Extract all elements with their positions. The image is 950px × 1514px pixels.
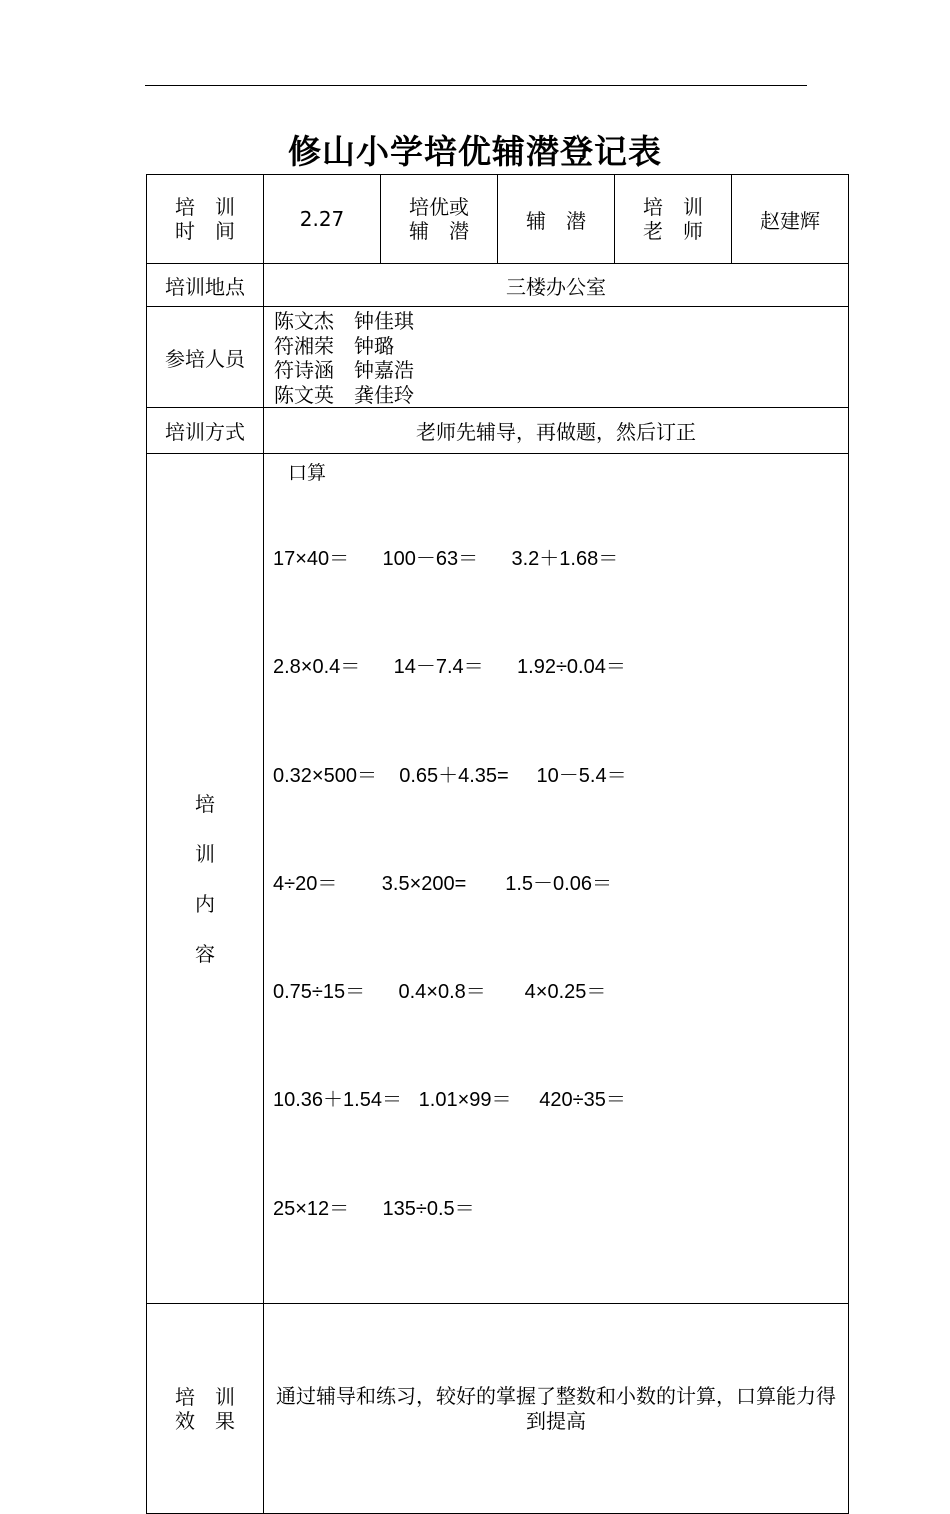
effect-label: 培 训 效 果 bbox=[147, 1304, 264, 1514]
method-value: 老师先辅导，再做题，然后订正 bbox=[264, 408, 849, 454]
type-label: 培优或 辅 潜 bbox=[381, 175, 498, 264]
exercise-row: 2.8×0.4＝ 14－7.4＝ 1.92÷0.04＝ bbox=[273, 656, 626, 679]
method-row bbox=[147, 408, 849, 454]
effect-row bbox=[147, 1304, 849, 1514]
exercise-row: 10.36＋1.54＝ 1.01×99＝ 420÷35＝ bbox=[273, 1089, 626, 1112]
participants-label: 参培人员 bbox=[147, 307, 264, 408]
exercise-row: 0.75÷15＝ 0.4×0.8＝ 4×0.25＝ bbox=[273, 981, 607, 1004]
location-value: 三楼办公室 bbox=[264, 264, 849, 307]
header-rule bbox=[145, 85, 807, 86]
participants-list bbox=[264, 307, 849, 408]
participant-line: 符湘荣 钟璐 bbox=[274, 333, 394, 358]
time-label: 培 训 时 间 bbox=[147, 175, 264, 264]
registration-table bbox=[146, 174, 849, 1514]
content-label: 培 训 内 容 bbox=[147, 454, 264, 1304]
page-title: 修山小学培优辅潜登记表 bbox=[288, 132, 662, 171]
content-subtitle: 口算 bbox=[288, 462, 327, 484]
exercise-list bbox=[264, 499, 848, 1303]
effect-value: 通过辅导和练习，较好的掌握了整数和小数的计算，口算能力得到提高 bbox=[264, 1304, 849, 1514]
participant-line: 符诗涵 钟嘉浩 bbox=[274, 358, 414, 382]
content-body bbox=[264, 454, 849, 1304]
exercise-row: 4÷20＝ 3.5×200= 1.5－0.06＝ bbox=[273, 872, 612, 895]
participants-row bbox=[147, 307, 849, 408]
teacher-label: 培 训 老 师 bbox=[615, 175, 732, 264]
participant-line: 陈文英 龚佳玲 bbox=[274, 382, 414, 407]
participant-line: 陈文杰 钟佳琪 bbox=[274, 309, 414, 333]
content-row bbox=[147, 454, 849, 1304]
teacher-value: 赵建辉 bbox=[732, 175, 849, 264]
time-value: 2.27 bbox=[264, 175, 381, 264]
header-row bbox=[147, 175, 849, 264]
location-label: 培训地点 bbox=[147, 264, 264, 307]
exercise-row: 0.32×500＝ 0.65＋4.35= 10－5.4＝ bbox=[273, 764, 627, 787]
type-value: 辅 潜 bbox=[498, 175, 615, 264]
location-row bbox=[147, 264, 849, 307]
exercise-row: 17×40＝ 100－63＝ 3.2＋1.68＝ bbox=[273, 548, 619, 570]
exercise-row: 25×12＝ 135÷0.5＝ bbox=[273, 1197, 475, 1220]
method-label: 培训方式 bbox=[147, 408, 264, 454]
